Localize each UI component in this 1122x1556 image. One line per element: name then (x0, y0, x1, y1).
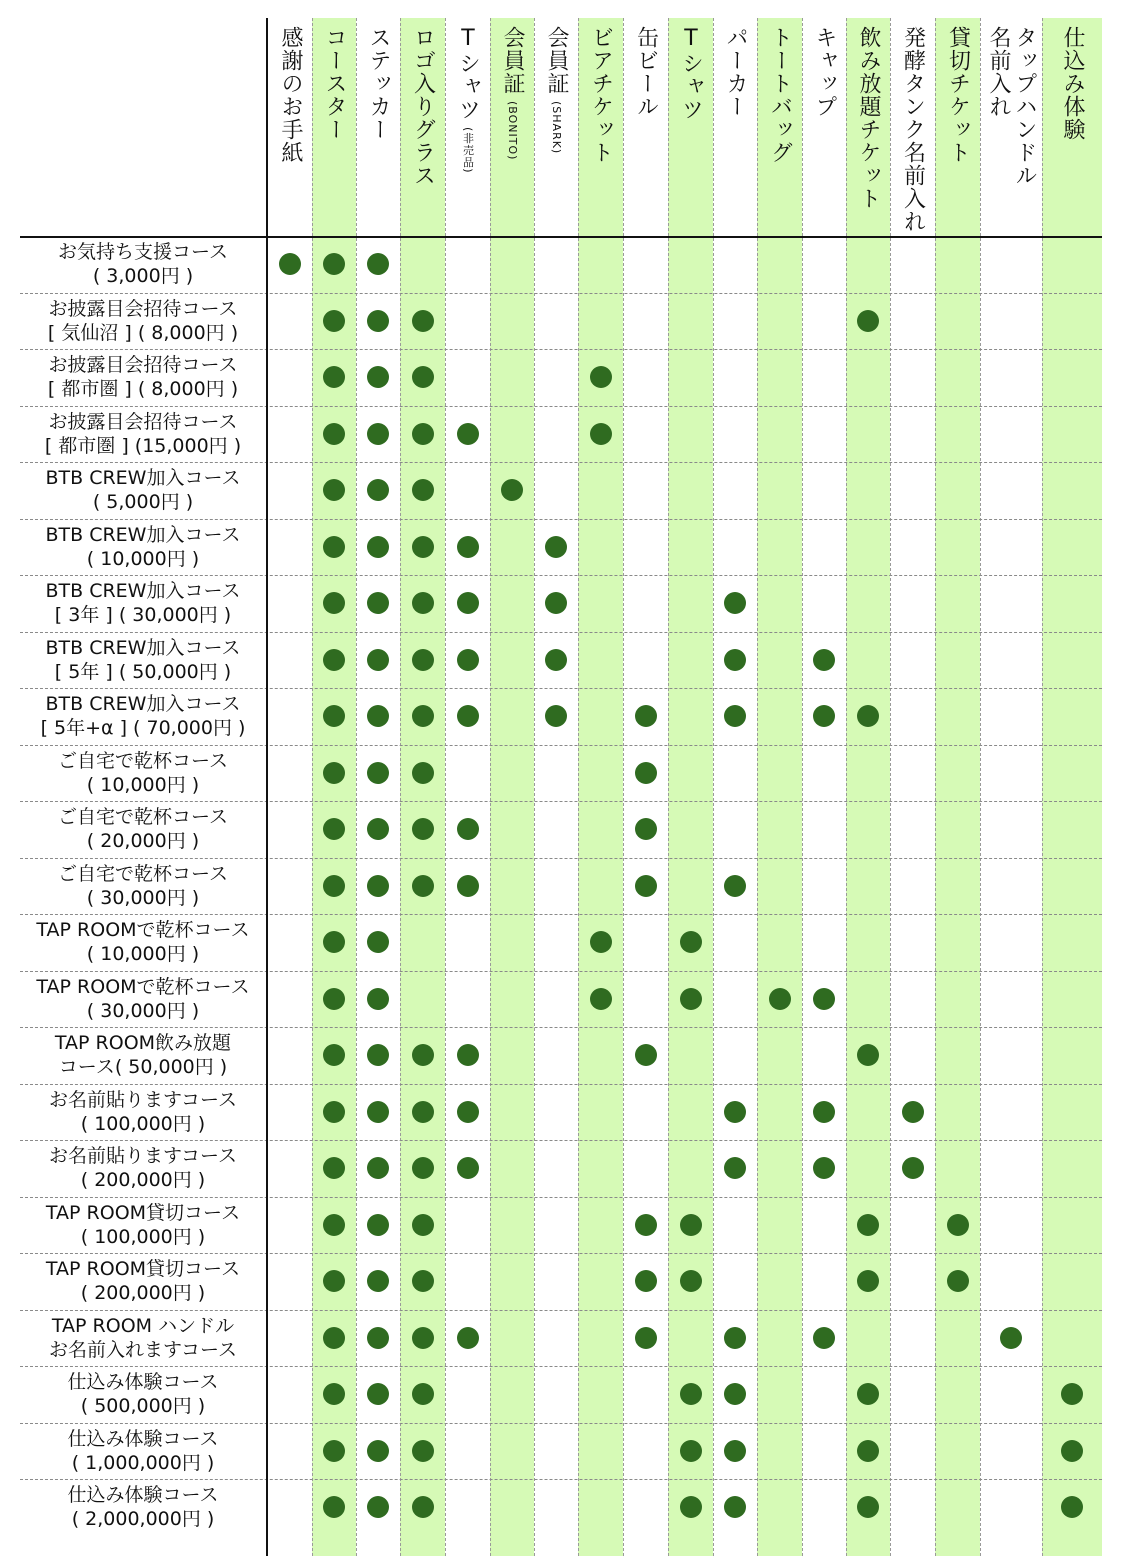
column-separator (890, 18, 891, 1556)
course-label (20, 406, 266, 463)
course-name: BTB CREW加入コース (45, 580, 241, 603)
included-dot (367, 536, 389, 558)
included-dot (635, 762, 657, 784)
included-dot (635, 1214, 657, 1236)
column-header (935, 26, 980, 232)
course-name: ご自宅で乾杯コース (57, 749, 229, 772)
course-label (20, 1479, 266, 1536)
course-name: お披露目会招待コース (48, 354, 238, 377)
included-dot (367, 649, 389, 671)
column-separator (757, 18, 758, 1556)
course-price: ( 10,000円 ) (86, 773, 200, 796)
course-price: ( 30,000円 ) (86, 886, 200, 909)
included-dot (590, 423, 612, 445)
column-header (1042, 26, 1102, 232)
included-dot (323, 1214, 345, 1236)
column-header-note: (非売品) (461, 127, 475, 174)
column-header (445, 26, 490, 232)
column-separator (935, 18, 936, 1556)
course-price: ( 3,000円 ) (92, 265, 194, 288)
column-header (623, 26, 668, 232)
column-separator (980, 18, 981, 1556)
column-separator (445, 18, 446, 1556)
column-header-label: トートバッグ (767, 26, 793, 164)
included-dot (635, 1044, 657, 1066)
included-dot (457, 536, 479, 558)
included-dot (367, 366, 389, 388)
course-price: [ 都市圏 ] ( 8,000円 ) (47, 378, 239, 401)
column-header-pair (986, 26, 1036, 232)
column-header (490, 26, 534, 232)
column-header (534, 26, 578, 232)
included-dot (323, 1327, 345, 1349)
column-header (757, 26, 802, 232)
included-dot (412, 479, 434, 501)
included-dot (545, 649, 567, 671)
included-dot (457, 1327, 479, 1349)
course-name: 仕込み体験コース (67, 1371, 219, 1394)
course-price: ( 2,000,000円 ) (71, 1508, 215, 1531)
column-separator (490, 18, 491, 1556)
course-price: [ 5年+α ] ( 70,000円 ) (40, 717, 246, 740)
included-dot (367, 1440, 389, 1462)
column-separator (312, 18, 313, 1556)
course-label (20, 801, 266, 858)
included-dot (323, 423, 345, 445)
included-dot (412, 875, 434, 897)
included-dot (724, 1157, 746, 1179)
column-header (980, 26, 1042, 232)
course-price: ( 5,000円 ) (92, 491, 194, 514)
included-dot (680, 1496, 702, 1518)
included-dot (412, 1214, 434, 1236)
included-dot (635, 705, 657, 727)
column-header-stack (544, 26, 568, 232)
included-dot (680, 1383, 702, 1405)
column-header-label: 発酵タンク名前入れ (900, 26, 926, 233)
column-header (890, 26, 935, 232)
included-dot (367, 1101, 389, 1123)
included-dot (412, 310, 434, 332)
included-dot (635, 1327, 657, 1349)
column-header (668, 26, 713, 232)
included-dot (813, 988, 835, 1010)
column-header (802, 26, 846, 232)
included-dot (323, 310, 345, 332)
included-dot (367, 1214, 389, 1236)
course-price: [ 5年 ] ( 50,000円 ) (54, 660, 232, 683)
included-dot (412, 818, 434, 840)
column-header-label: ステッカー (366, 26, 391, 141)
course-price: ( 30,000円 ) (86, 999, 200, 1022)
course-price: [ 3年 ] ( 30,000円 ) (54, 604, 232, 627)
column-separator (578, 18, 579, 1556)
column-separator (400, 18, 401, 1556)
included-dot (947, 1214, 969, 1236)
course-name: TAP ROOM ハンドル (51, 1314, 235, 1337)
course-label (20, 1253, 266, 1310)
course-price: [ 都市圏 ] (15,000円 ) (44, 434, 242, 457)
column-header (400, 26, 445, 232)
included-dot (680, 1214, 702, 1236)
included-dot (680, 931, 702, 953)
course-name: BTB CREW加入コース (45, 523, 241, 546)
included-dot (412, 592, 434, 614)
course-name: 仕込み体験コース (67, 1484, 219, 1507)
included-dot (724, 1101, 746, 1123)
column-header (356, 26, 400, 232)
included-dot (590, 366, 612, 388)
included-dot (724, 1496, 746, 1518)
included-dot (457, 1157, 479, 1179)
course-name: TAP ROOMで乾杯コース (36, 975, 250, 998)
course-label (20, 858, 266, 915)
course-price: ( 20,000円 ) (86, 830, 200, 853)
included-dot (590, 988, 612, 1010)
included-dot (367, 253, 389, 275)
included-dot (457, 592, 479, 614)
included-dot (367, 1496, 389, 1518)
column-separator (534, 18, 535, 1556)
included-dot (545, 536, 567, 558)
included-dot (857, 1214, 879, 1236)
column-separator (356, 18, 357, 1556)
course-label (20, 632, 266, 689)
course-label (20, 1366, 266, 1423)
included-dot (1061, 1440, 1083, 1462)
included-dot (902, 1101, 924, 1123)
column-header-label: ビアチケット (588, 26, 614, 164)
included-dot (323, 988, 345, 1010)
column-highlight (1042, 18, 1102, 1556)
included-dot (412, 1383, 434, 1405)
course-name: ご自宅で乾杯コース (57, 862, 229, 885)
column-separator (668, 18, 669, 1556)
included-dot (412, 1327, 434, 1349)
column-header-stack (500, 26, 524, 232)
included-dot (367, 1327, 389, 1349)
column-header-label: Tシャツ (678, 26, 704, 121)
included-dot (457, 705, 479, 727)
included-dot (412, 366, 434, 388)
column-header (846, 26, 890, 232)
included-dot (635, 875, 657, 897)
course-label (20, 971, 266, 1028)
included-dot (857, 310, 879, 332)
course-name: お名前貼りますコース (48, 1145, 238, 1168)
column-header-label: パーカー (723, 26, 748, 118)
course-name: BTB CREW加入コース (45, 636, 241, 659)
included-dot (457, 1044, 479, 1066)
course-price: ( 200,000円 ) (80, 1169, 206, 1192)
included-dot (457, 1101, 479, 1123)
included-dot (724, 649, 746, 671)
course-name: お気持ち支援コース (57, 241, 229, 264)
included-dot (590, 931, 612, 953)
included-dot (635, 818, 657, 840)
course-price: ( 10,000円 ) (86, 943, 200, 966)
course-name: お披露目会招待コース (48, 410, 238, 433)
included-dot (412, 1496, 434, 1518)
included-dot (367, 818, 389, 840)
course-label (20, 1197, 266, 1254)
column-separator (623, 18, 624, 1556)
included-dot (279, 253, 301, 275)
course-name: BTB CREW加入コース (45, 693, 241, 716)
included-dot (545, 705, 567, 727)
column-highlight (935, 18, 980, 1556)
included-dot (724, 1440, 746, 1462)
included-dot (412, 423, 434, 445)
course-price: ( 1,000,000円 ) (71, 1451, 215, 1474)
course-name: お披露目会招待コース (48, 297, 238, 320)
column-header-label: 仕込み体験 (1060, 26, 1085, 141)
course-label (20, 236, 266, 293)
course-label (20, 519, 266, 576)
course-label (20, 293, 266, 350)
included-dot (323, 1440, 345, 1462)
included-dot (367, 592, 389, 614)
included-dot (813, 1101, 835, 1123)
course-label (20, 1084, 266, 1141)
included-dot (367, 931, 389, 953)
included-dot (412, 1044, 434, 1066)
included-dot (323, 649, 345, 671)
included-dot (367, 705, 389, 727)
course-label (20, 1423, 266, 1480)
column-header-label: キャップ (812, 26, 837, 118)
course-price: [ 気仙沼 ] ( 8,000円 ) (47, 321, 239, 344)
course-price: お名前入れますコース (48, 1338, 238, 1361)
course-label (20, 1310, 266, 1367)
column-highlight (490, 18, 534, 1556)
included-dot (323, 536, 345, 558)
column-header-label: 感謝のお手紙 (278, 26, 303, 164)
included-dot (367, 1270, 389, 1292)
included-dot (857, 1440, 879, 1462)
header-vertical-rule (266, 18, 268, 1556)
included-dot (367, 423, 389, 445)
included-dot (813, 649, 835, 671)
included-dot (724, 1327, 746, 1349)
column-header-label: 会員証 (544, 26, 569, 95)
course-price: コース( 50,000円 ) (58, 1056, 228, 1079)
included-dot (457, 423, 479, 445)
column-header-stack (456, 26, 480, 232)
column-highlight (846, 18, 890, 1556)
course-name: BTB CREW加入コース (45, 467, 241, 490)
course-name: 仕込み体験コース (67, 1427, 219, 1450)
column-header-label-line2: 名前入れ (986, 26, 1011, 118)
included-dot (367, 310, 389, 332)
included-dot (635, 1270, 657, 1292)
included-dot (724, 592, 746, 614)
course-label (20, 575, 266, 632)
included-dot (412, 1157, 434, 1179)
course-name: TAP ROOM貸切コース (45, 1201, 241, 1224)
included-dot (724, 875, 746, 897)
included-dot (412, 649, 434, 671)
included-dot (412, 1440, 434, 1462)
column-header (268, 26, 312, 232)
column-header-label: ロゴ入りグラス (410, 26, 436, 187)
course-name: お名前貼りますコース (48, 1088, 238, 1111)
column-header (713, 26, 757, 232)
included-dot (367, 479, 389, 501)
course-label (20, 1140, 266, 1197)
column-header (578, 26, 623, 232)
included-dot (412, 1101, 434, 1123)
course-label (20, 1027, 266, 1084)
course-name: TAP ROOM貸切コース (45, 1258, 241, 1281)
course-name: TAP ROOMで乾杯コース (36, 919, 250, 942)
course-price: ( 100,000円 ) (80, 1225, 206, 1248)
included-dot (323, 1101, 345, 1123)
column-header (312, 26, 356, 232)
included-dot (412, 705, 434, 727)
included-dot (545, 592, 567, 614)
included-dot (367, 1044, 389, 1066)
included-dot (367, 1383, 389, 1405)
included-dot (680, 1270, 702, 1292)
course-label (20, 462, 266, 519)
course-label (20, 745, 266, 802)
course-name: TAP ROOM飲み放題 (54, 1032, 232, 1055)
column-highlight (312, 18, 356, 1556)
included-dot (947, 1270, 969, 1292)
included-dot (412, 536, 434, 558)
column-separator (1042, 18, 1043, 1556)
included-dot (724, 705, 746, 727)
included-dot (323, 875, 345, 897)
included-dot (902, 1157, 924, 1179)
column-header-label: 缶ビール (633, 26, 659, 118)
included-dot (457, 649, 479, 671)
included-dot (680, 1440, 702, 1462)
course-price: ( 500,000円 ) (80, 1395, 206, 1418)
column-header-label: 飲み放題チケット (856, 26, 881, 210)
column-header-note: (SHARK) (550, 101, 563, 155)
column-separator (846, 18, 847, 1556)
column-highlight (668, 18, 713, 1556)
column-highlight (757, 18, 802, 1556)
course-label (20, 914, 266, 971)
included-dot (813, 705, 835, 727)
column-separator (713, 18, 714, 1556)
column-header-label: Tシャツ (455, 26, 481, 121)
column-highlight (400, 18, 445, 1556)
included-dot (367, 762, 389, 784)
column-header-label: 貸切チケット (945, 26, 971, 164)
included-dot (1000, 1327, 1022, 1349)
course-price: ( 10,000円 ) (86, 547, 200, 570)
included-dot (680, 988, 702, 1010)
included-dot (457, 875, 479, 897)
column-separator (802, 18, 803, 1556)
column-header-note: (BONITO) (506, 101, 519, 161)
included-dot (367, 875, 389, 897)
included-dot (769, 988, 791, 1010)
course-label (20, 688, 266, 745)
course-label (20, 349, 266, 406)
included-dot (724, 1383, 746, 1405)
included-dot (367, 988, 389, 1010)
included-dot (367, 1157, 389, 1179)
included-dot (323, 762, 345, 784)
column-highlight (578, 18, 623, 1556)
course-name: ご自宅で乾杯コース (57, 806, 229, 829)
included-dot (412, 762, 434, 784)
column-header-label: 会員証 (500, 26, 525, 95)
included-dot (813, 1157, 835, 1179)
included-dot (813, 1327, 835, 1349)
course-price: ( 100,000円 ) (80, 1112, 206, 1135)
column-header-label: コースター (322, 26, 347, 141)
included-dot (457, 818, 479, 840)
included-dot (412, 1270, 434, 1292)
column-header-label: タップハンドル (1012, 26, 1037, 187)
course-price: ( 200,000円 ) (80, 1282, 206, 1305)
